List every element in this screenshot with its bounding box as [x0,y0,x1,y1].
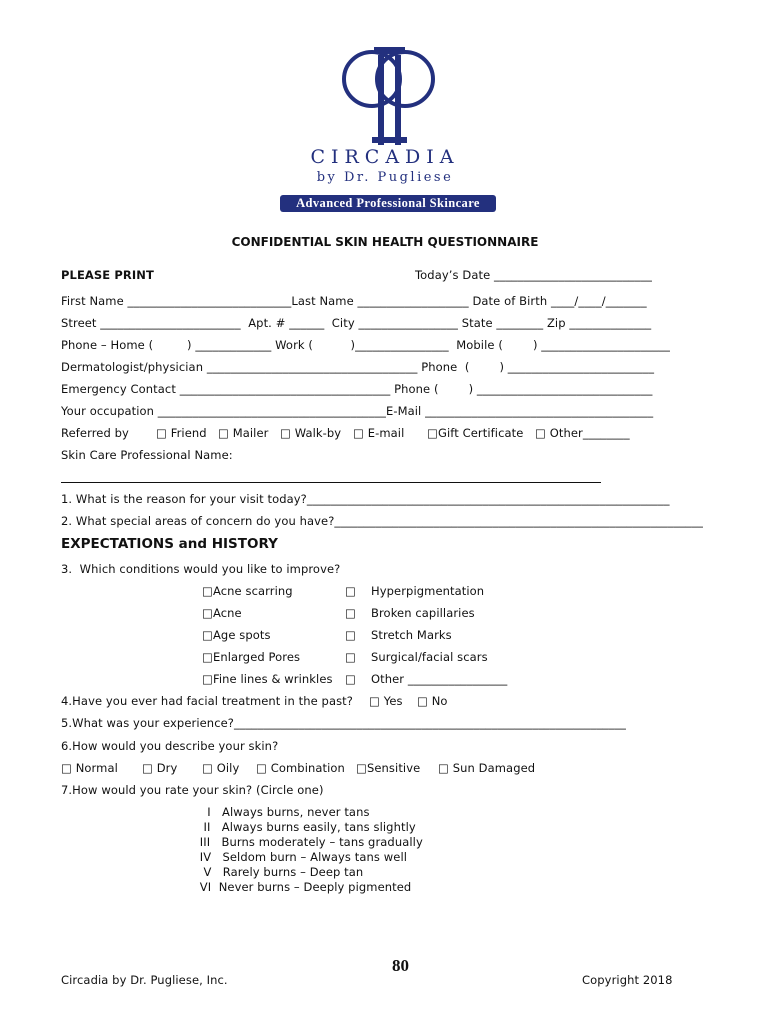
brand-byline: by Dr. Pugliese [316,170,454,185]
condition-hyperpigmentation-checkbox[interactable]: □ Hyperpigmentation [345,584,485,598]
skin-oily-checkbox[interactable]: □ Oily [202,761,240,775]
skin-type-option[interactable]: III Burns moderately – tans gradually [196,835,423,849]
skin-sensitive-checkbox[interactable]: □Sensitive [356,761,421,775]
brand-name: CIRCADIA [310,146,460,168]
page-number: 80 [392,956,409,975]
skin-type-option[interactable]: IV Seldom burn – Always tans well [196,850,408,864]
condition-acne-checkbox[interactable]: □Acne [202,606,242,620]
condition-scars-checkbox[interactable]: □ Surgical/facial scars [345,650,488,664]
name-dob-line[interactable]: First Name ____________________________Last Name ___________________ Date of Birth ____/____/_______ [61,294,647,308]
referred-gift-certificate-checkbox[interactable]: □Gift Certificate [427,426,524,440]
q4-no-checkbox[interactable]: □ No [417,694,448,708]
referred-other-checkbox[interactable]: □ Other________ [535,426,630,440]
form-title: CONFIDENTIAL SKIN HEALTH QUESTIONNAIRE [231,235,539,249]
dermatologist-line[interactable]: Dermatologist/physician ____________________________________ Phone ( ) _________________________ [61,360,655,374]
skin-normal-checkbox[interactable]: □ Normal [61,761,118,775]
skin-type-option[interactable]: II Always burns easily, tans slightly [196,820,416,834]
condition-age-spots-checkbox[interactable]: □Age spots [202,628,271,642]
todays-date-field[interactable]: Today’s Date ___________________________ [415,268,652,282]
question-7: 7.How would you rate your skin? (Circle one) [61,783,324,797]
address-line[interactable]: Street ________________________ Apt. # ______ City _________________ State ________ Zip ______________ [61,316,652,330]
skin-care-professional-field[interactable] [61,482,601,483]
circadia-logo [300,45,480,145]
question-4: 4.Have you ever had facial treatment in the past? [61,694,353,708]
referred-walkby-checkbox[interactable]: □ Walk-by [280,426,342,440]
occupation-email-line[interactable]: Your occupation _______________________________________E-Mail _______________________________________ [61,404,654,418]
condition-other-checkbox[interactable]: □ Other _________________ [345,672,508,686]
please-print: PLEASE PRINT [61,268,154,282]
condition-enlarged-pores-checkbox[interactable]: □Enlarged Pores [202,650,301,664]
skin-sun-damaged-checkbox[interactable]: □ Sun Damaged [438,761,536,775]
footer-company: Circadia by Dr. Pugliese, Inc. [61,973,228,987]
question-2[interactable]: 2. What special areas of concern do you have?_______________________________________________________________ [61,514,703,528]
skin-type-option[interactable]: V Rarely burns – Deep tan [196,865,364,879]
condition-stretch-marks-checkbox[interactable]: □ Stretch Marks [345,628,452,642]
skin-care-professional-label: Skin Care Professional Name: [61,448,233,462]
question-3: 3. Which conditions would you like to improve? [61,562,341,576]
phone-line[interactable]: Phone – Home ( ) _____________ Work ( )________________ Mobile ( ) ______________________ [61,338,671,352]
skin-type-option[interactable]: I Always burns, never tans [196,805,370,819]
condition-acne-scarring-checkbox[interactable]: □Acne scarring [202,584,293,598]
emergency-contact-line[interactable]: Emergency Contact ____________________________________ Phone ( ) ______________________________ [61,382,653,396]
referred-by-label: Referred by [61,426,129,440]
skin-combination-checkbox[interactable]: □ Combination [256,761,345,775]
q4-yes-checkbox[interactable]: □ Yes [369,694,403,708]
question-6: 6.How would you describe your skin? [61,739,279,753]
condition-fine-lines-checkbox[interactable]: □Fine lines & wrinkles [202,672,333,686]
referred-mailer-checkbox[interactable]: □ Mailer [218,426,269,440]
footer-copyright: Copyright 2018 [582,973,673,987]
referred-friend-checkbox[interactable]: □ Friend [156,426,207,440]
skin-dry-checkbox[interactable]: □ Dry [142,761,178,775]
question-5[interactable]: 5.What was your experience?___________________________________________________________________ [61,716,626,730]
section-heading: EXPECTATIONS and HISTORY [61,536,278,552]
brand-tagline: Advanced Professional Skincare [280,195,496,212]
condition-broken-capillaries-checkbox[interactable]: □ Broken capillaries [345,606,475,620]
referred-email-checkbox[interactable]: □ E-mail [353,426,405,440]
skin-type-option[interactable]: VI Never burns – Deeply pigmented [196,880,412,894]
question-1[interactable]: 1. What is the reason for your visit today?______________________________________________________________ [61,492,670,506]
